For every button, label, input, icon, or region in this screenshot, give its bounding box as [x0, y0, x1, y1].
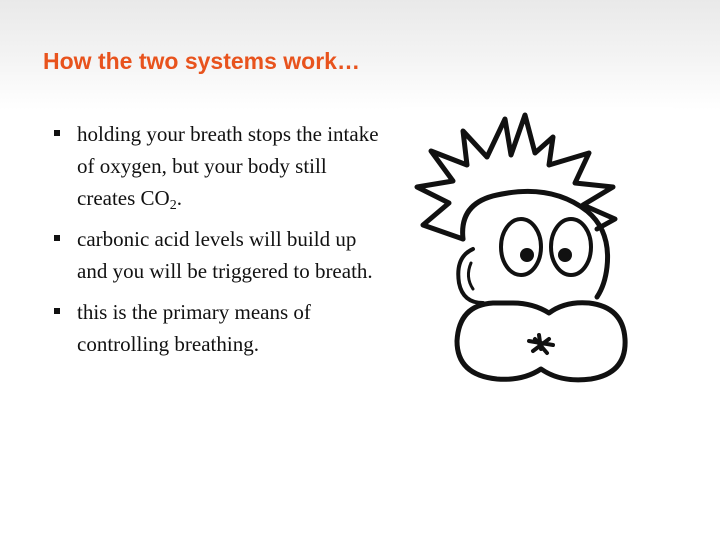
- bullet-marker-icon: [54, 130, 60, 136]
- cartoon-face-holding-breath-icon: [401, 107, 673, 407]
- bullet-item-3: [54, 296, 384, 360]
- ear-shape: [458, 249, 483, 303]
- ear-inner: [468, 263, 473, 289]
- bullet-list: [54, 118, 384, 360]
- bullet-item-1: [54, 118, 384, 214]
- bullet-item-2: [54, 223, 384, 287]
- bullet-text-3: this is the primary means of controlling breathing.: [77, 300, 311, 356]
- bullet-text-1-end: .: [176, 186, 182, 210]
- bullet-text-2: carbonic acid levels will build up and you will be triggered to breath.: [77, 227, 373, 283]
- cartoon-picture: [401, 107, 673, 407]
- bullet-text-1: holding your breath stops the intake of oxygen, but your body still creates CO: [77, 122, 379, 210]
- head-outline: [463, 191, 608, 297]
- left-eye: [501, 219, 541, 275]
- bullet-marker-icon: [54, 308, 60, 314]
- right-pupil: [558, 248, 572, 262]
- slide-title: How the two systems work…: [43, 48, 360, 74]
- subscript-2: 2: [169, 198, 177, 213]
- right-eye: [551, 219, 591, 275]
- bullet-marker-icon: [54, 235, 60, 241]
- pursed-mouth: [529, 335, 553, 353]
- left-pupil: [520, 248, 534, 262]
